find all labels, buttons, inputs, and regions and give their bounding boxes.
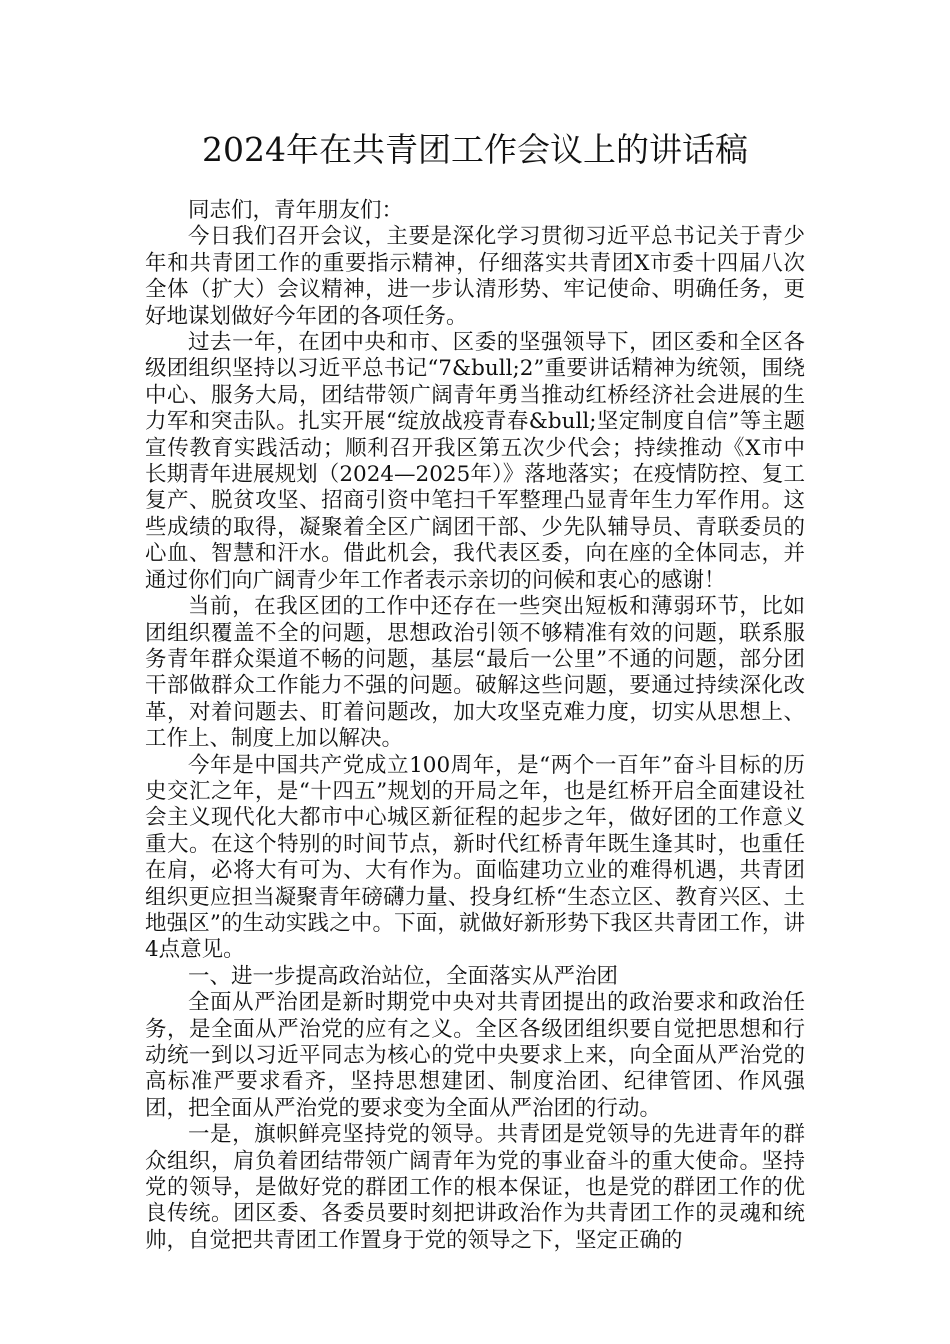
salutation-paragraph: 同志们，青年朋友们： [188, 198, 404, 223]
body-paragraph: 过去一年，在团中央和市、区委的坚强领导下，团区委和全区各级团组织坚持以习近平总书记“7&bull;2”重要讲话精神为统领，围绕中心、服务大局，团结带领广阔青年勇当推动红桥经济社会进展的生力军和突击队。扎实开展“绽放战疫青春&bull;坚定制度自信”等主题宣传教育实践活动；顺利召开我区第五次少代会；持续推动《X市中长期青年进展规划（2024—2025年）》落地落实；在疫情防控、复工复产、脱贫攻坚、招商引资中笔扫千军整理凸显青年生力军作用。这些成绩的取得，凝聚着全区广阔团干部、少先队辅导员、青联委员的心血、智慧和汗水。借此机会，我代表区委，向在座的全体同志，并通过你们向广阔青少年工作者表示亲切的问候和衷心的感谢！ [145, 330, 805, 593]
body-paragraph: 今日我们召开会议，主要是深化学习贯彻习近平总书记关于青少年和共青团工作的重要指示精神，仔细落实共青团X市委十四届八次全体（扩大）会议精神，进一步认清形势、牢记使命、明确任务，更好地谋划做好今年团的各项任务。 [145, 224, 805, 329]
body-paragraph: 一是，旗帜鲜亮坚持党的领导。共青团是党领导的先进青年的群众组织，肩负着团结带领广阔青年为党的事业奋斗的重大使命。坚持党的领导，是做好党的群团工作的根本保证，也是党的群团工作的优良传统。团区委、各委员要时刻把讲政治作为共青团工作的灵魂和统帅，自觉把共青团工作置身于党的领导之下，坚定正确的 [145, 1122, 805, 1253]
body-paragraph: 今年是中国共产党成立100周年，是“两个一百年”奋斗目标的历史交汇之年，是“十四五”规划的开局之年，也是红桥开启全面建设社会主义现代化大都市中心城区新征程的起步之年，做好团的工作意义重大。在这个特别的时间节点，新时代红桥青年既生逢其时，也重任在肩，必将大有可为、大有作为。面临建功立业的难得机遇，共青团组织更应担当凝聚青年磅礴力量、投身红桥“生态立区、教育兴区、土地强区”的生动实践之中。下面，就做好新形势下我区共青团工作，讲4点意见。 [145, 752, 805, 963]
body-paragraph: 全面从严治团是新时期党中央对共青团提出的政治要求和政治任务，是全面从严治党的应有之义。全区各级团组织要自觉把思想和行动统一到以习近平同志为核心的党中央要求上来，向全面从严治党的高标准严要求看齐，坚持思想建团、制度治团、纪律管团、作风强团，把全面从严治党的要求变为全面从严治团的行动。 [145, 990, 805, 1121]
body-paragraph: 当前，在我区团的工作中还存在一些突出短板和薄弱环节，比如团组织覆盖不全的问题，思想政治引领不够精准有效的问题，联系服务青年群众渠道不畅的问题，基层“最后一公里”不通的问题，部分团干部做群众工作能力不强的问题。破解这些问题，要通过持续深化改革，对着问题去、盯着问题改，加大攻坚克难力度，切实从思想上、工作上、制度上加以解决。 [145, 594, 805, 752]
document-title: 2024年在共青团工作会议上的讲话稿 [202, 130, 748, 169]
section-heading: 一、进一步提高政治站位，全面落实从严治团 [188, 963, 619, 989]
document-body [145, 198, 805, 1254]
